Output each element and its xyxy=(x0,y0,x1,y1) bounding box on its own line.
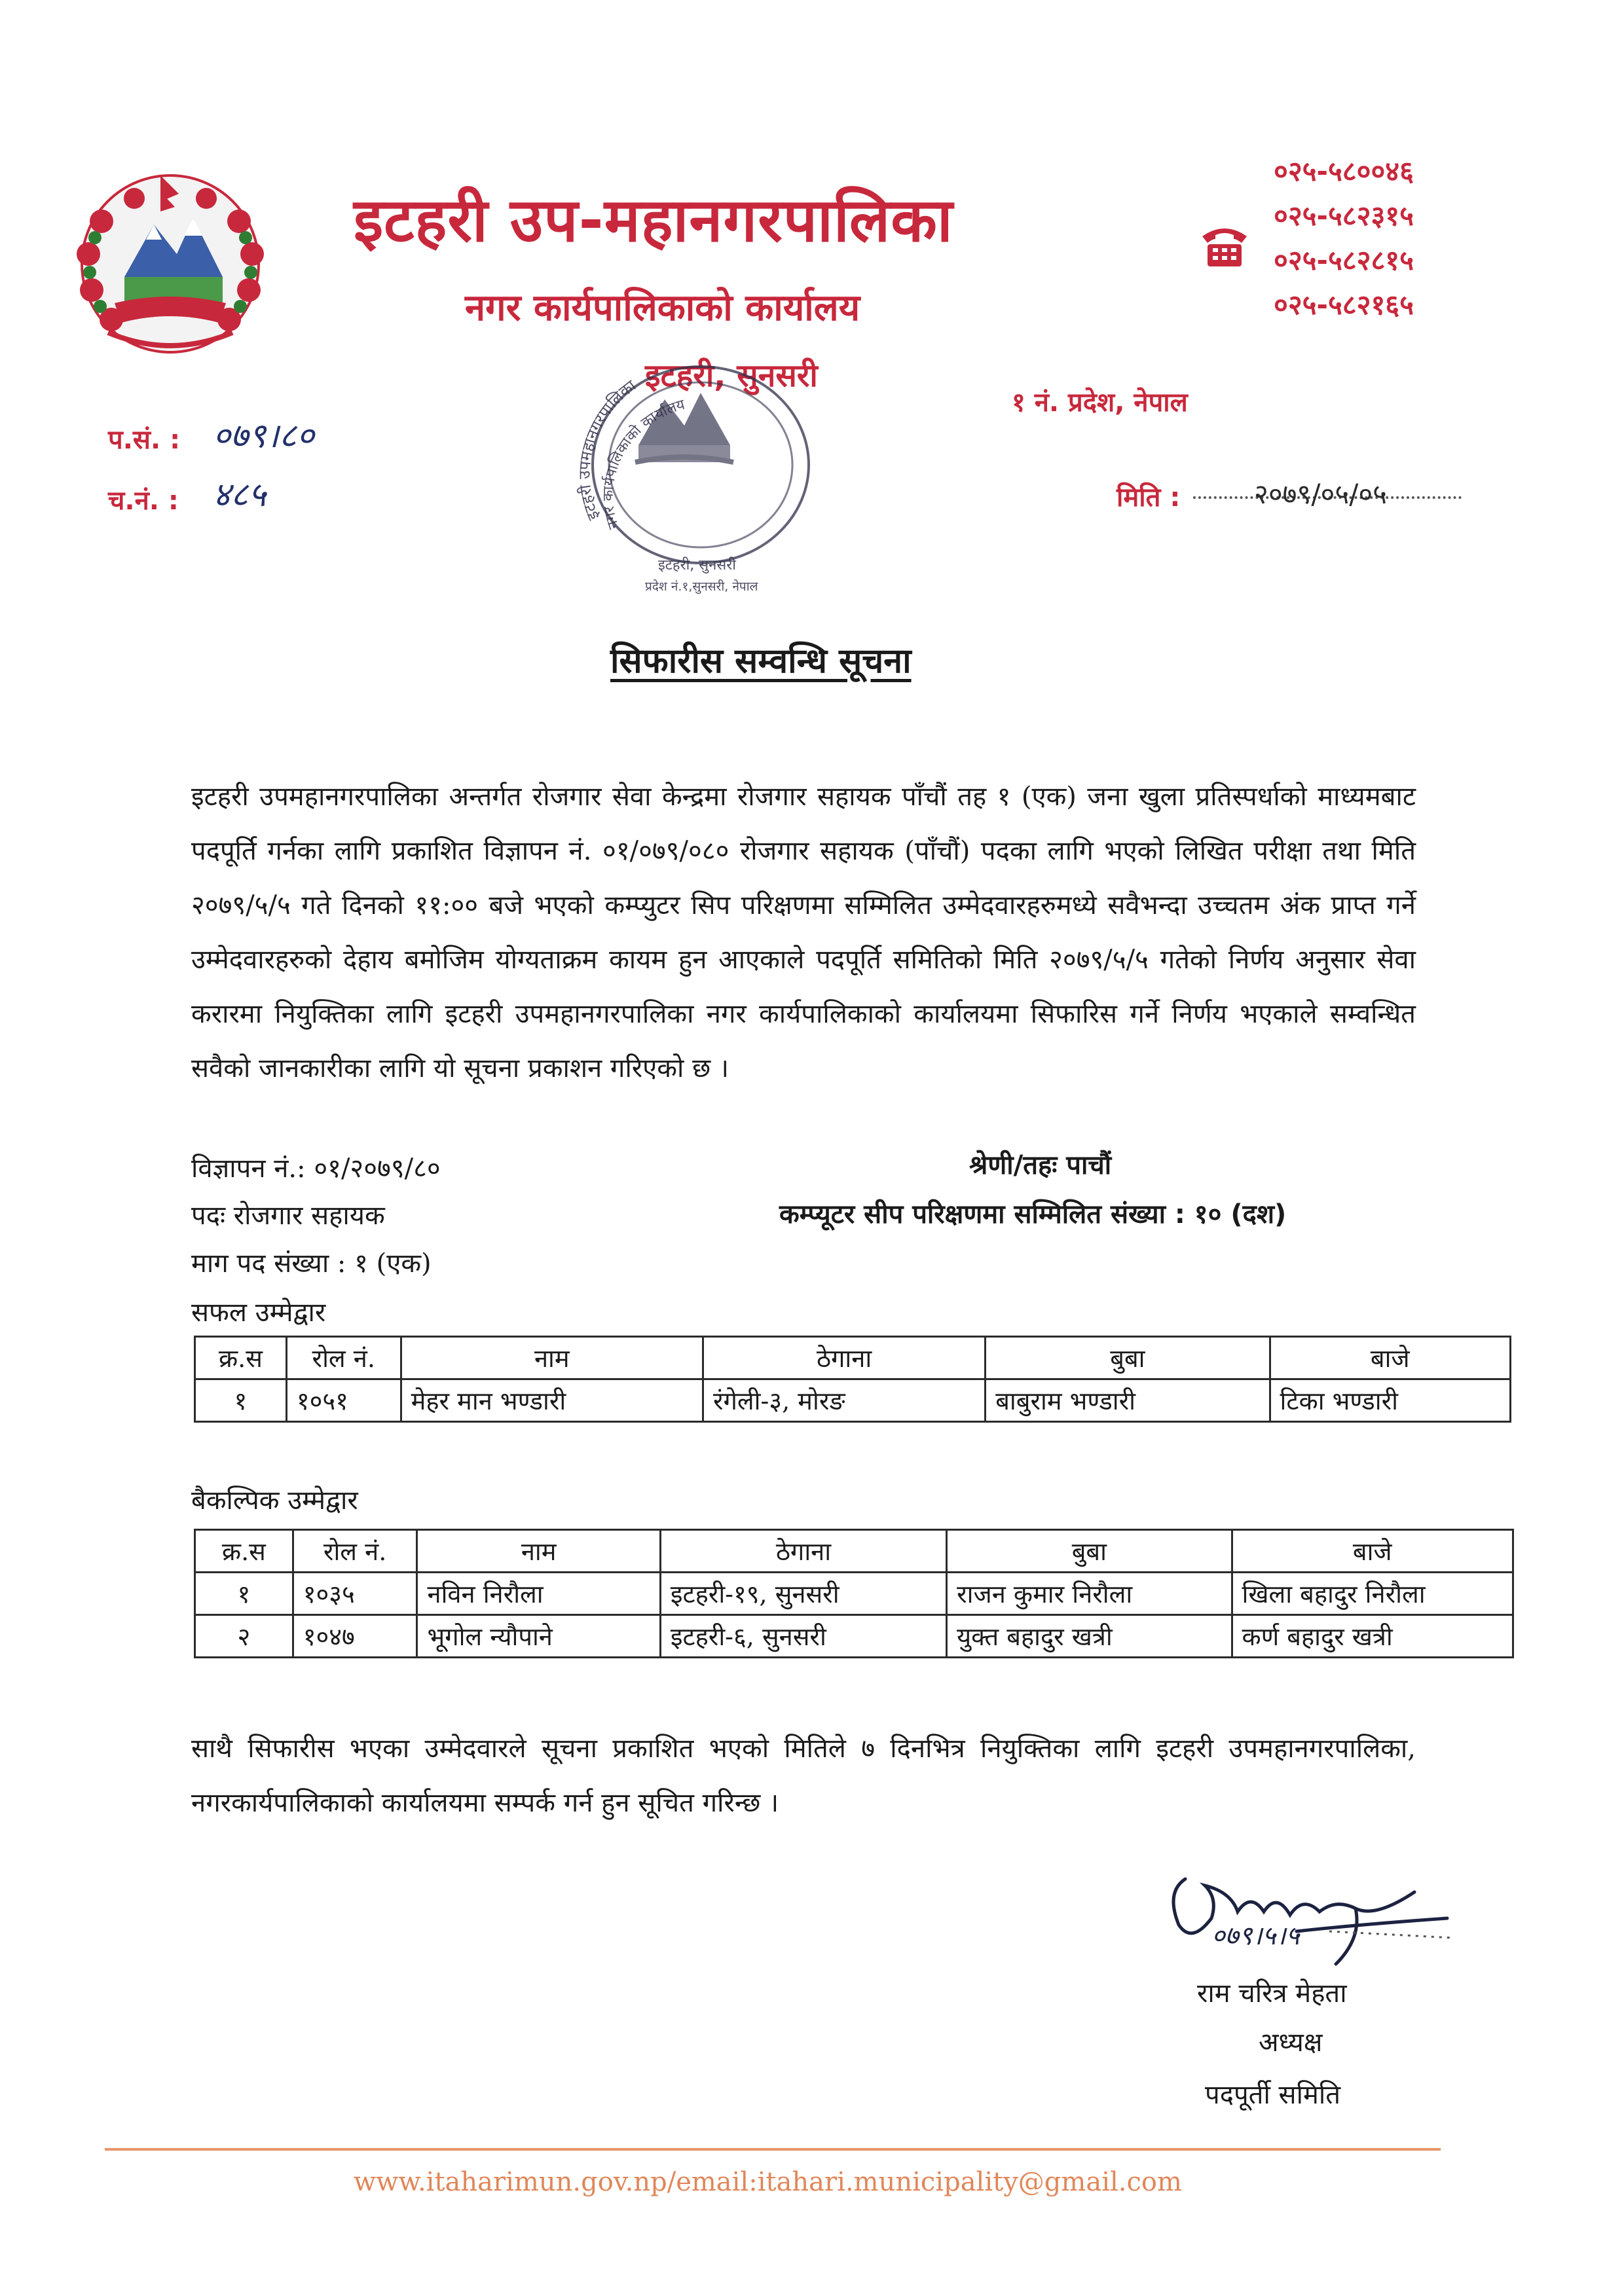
column-header: रोल नं. xyxy=(286,1337,401,1379)
stamp-text: नगर कार्यपालिकाको कार्यालय xyxy=(600,396,687,532)
date-value: २०७९/०५/०५ xyxy=(1254,478,1388,510)
office-location: इटहरी, सुनसरी xyxy=(645,357,818,394)
table-cell: इटहरी-१९, सुनसरी xyxy=(660,1573,946,1615)
stamp-text: प्रदेश नं.१,सुनसरी, नेपाल xyxy=(645,579,758,594)
table-cell: भूगोल न्यौपाने xyxy=(417,1615,660,1658)
successful-candidates-table xyxy=(194,1336,1511,1423)
official-stamp xyxy=(560,354,841,602)
phone-number: ०२५-५८२८१५ xyxy=(1274,244,1414,276)
column-header: रोल नं. xyxy=(293,1530,417,1573)
telephone-icon xyxy=(1198,219,1251,269)
stamp-text: इटहरी, सुनसरी xyxy=(658,557,736,574)
table-header-row xyxy=(195,1530,1513,1573)
table-header-row xyxy=(195,1337,1511,1379)
phone-numbers xyxy=(1274,149,1414,327)
phone-number: ०२५-५८२३१५ xyxy=(1274,200,1414,232)
column-header: ठेगाना xyxy=(703,1337,985,1379)
notice-body: इटहरी उपमहानगरपालिका अन्तर्गत रोजगार सेवा केन्द्रमा रोजगार सहायक पाँचौं तह १ (एक) जना खुला प्रतिस्पर्धाको माध्यमबाट पदपूर्ति गर्नका लागि प्रकाशित विज्ञापन नं. ०१/०७९/०८० रोजगार सहायक (पाँचौं) पदका लागि भएको लिखित परीक्षा तथा मिति २०७९/५/५ गते दिनको ११:०० बजे भएको कम्प्युटर सिप परिक्षणमा सम्मिलित उम्मेदवारहरुमध्ये सवैभन्दा उच्चतम अंक प्राप्त गर्ने उम्मेदवारहरुको देहाय बमोजिम योग्यताक्रम कायम हुन आएकाले पदपूर्ति समितिको मिति २०७९/५/५ गतेको निर्णय अनुसार सेवा करारमा नियुक्तिका लागि इटहरी उपमहानगरपालिका नगर कार्यपालिकाको कार्यालयमा सिफारिस गर्ने निर्णय भएकाले सम्वन्धित सवैको जानकारीका लागि यो सूचना प्रकाशन गरिएको छ । xyxy=(191,782,1416,1084)
notice-title: सिफारीस सम्वन्धि सूचना xyxy=(610,642,912,681)
province: १ नं. प्रदेश, नेपाल xyxy=(1012,388,1188,418)
office-name: नगर कार्यपालिकाको कार्यालय xyxy=(465,287,860,329)
table-cell: मेहर मान भण्डारी xyxy=(401,1379,703,1422)
column-header: बुबा xyxy=(947,1530,1232,1573)
table-cell: १ xyxy=(195,1573,293,1615)
letter-no-value: ०७९।८० xyxy=(213,416,314,456)
column-header: नाम xyxy=(401,1337,703,1379)
date-label: मिति : xyxy=(1116,483,1181,513)
successful-candidates-label: सफल उम्मेद्वार xyxy=(191,1298,326,1328)
municipality-name: इटहरी उप-महानगरपालिका xyxy=(354,185,953,255)
letter-no-label: प.सं. : xyxy=(108,425,181,455)
post: पदः रोजगार सहायक xyxy=(191,1201,385,1231)
column-header: बाजे xyxy=(1232,1530,1513,1573)
table-row xyxy=(195,1573,1513,1615)
table-cell: रंगेली-३, मोरङ xyxy=(703,1379,985,1422)
table-cell: इटहरी-६, सुनसरी xyxy=(660,1615,946,1658)
table-cell: १ xyxy=(195,1379,287,1422)
closing-paragraph: साथै सिफारीस भएका उम्मेदवारले सूचना प्रकाशित भएको मितिले ७ दिनभित्र नियुक्तिका लागि इटहरी उपमहानगरपालिका, नगरकार्यपालिकाको कार्यालयमा सम्पर्क गर्न हुन सूचित गरिन्छ । xyxy=(191,1734,1416,1818)
footer-divider xyxy=(105,2148,1441,2151)
column-header: बुबा xyxy=(986,1337,1270,1379)
nepal-emblem-icon xyxy=(62,162,278,372)
dispatch-no-value: ४८५ xyxy=(213,475,267,515)
table-cell: खिला बहादुर निरौला xyxy=(1232,1573,1513,1615)
table-cell: युक्त बहादुर खत्री xyxy=(947,1615,1232,1658)
signature-date: ०७९।५।५ xyxy=(1211,1921,1300,1951)
dispatch-no-label: च.नं. : xyxy=(108,486,179,516)
demand-count: माग पद संख्या : १ (एक) xyxy=(191,1248,432,1279)
column-header: ठेगाना xyxy=(660,1530,946,1573)
signatory-committee: पदपूर्ती समिति xyxy=(1205,2080,1341,2110)
stamp-text: इटहरी उपमहानगरपालिका xyxy=(575,376,640,523)
column-header: क्र.स xyxy=(195,1337,287,1379)
advertisement-number: विज्ञापन नं.: ०१/२०७९/८० xyxy=(191,1154,441,1184)
signatory-name: राम चरित्र मेहता xyxy=(1197,1978,1347,2009)
table-cell: राजन कुमार निरौला xyxy=(947,1573,1232,1615)
alternate-candidates-label: बैकल्पिक उम्मेद्वार xyxy=(191,1485,358,1516)
table-row xyxy=(195,1379,1511,1422)
table-cell: टिका भण्डारी xyxy=(1270,1379,1510,1422)
alternate-candidates-table xyxy=(194,1529,1514,1658)
computer-test-count: कम्प्यूटर सीप परिक्षणमा सम्मिलित संख्या : १० (दश) xyxy=(779,1199,1287,1230)
column-header: क्र.स xyxy=(195,1530,293,1573)
column-header: बाजे xyxy=(1270,1337,1510,1379)
table-cell: नविन निरौला xyxy=(417,1573,660,1615)
footer-contact: www.itaharimun.gov.np/email:itahari.municipality@gmail.com xyxy=(354,2167,1182,2197)
level: श्रेणी/तहः पाचौं xyxy=(969,1150,1112,1180)
phone-number: ०२५-५८२१६५ xyxy=(1274,289,1414,321)
table-cell: कर्ण बहादुर खत्री xyxy=(1232,1615,1513,1658)
signatory-title: अध्यक्ष xyxy=(1259,2028,1323,2058)
table-cell: बाबुराम भण्डारी xyxy=(986,1379,1270,1422)
table-cell: १०५१ xyxy=(286,1379,401,1422)
table-row xyxy=(195,1615,1513,1658)
table-cell: २ xyxy=(195,1615,293,1658)
phone-number: ०२५-५८००४६ xyxy=(1274,155,1414,187)
table-cell: १०४७ xyxy=(293,1615,417,1658)
column-header: नाम xyxy=(417,1530,660,1573)
table-cell: १०३५ xyxy=(293,1573,417,1615)
